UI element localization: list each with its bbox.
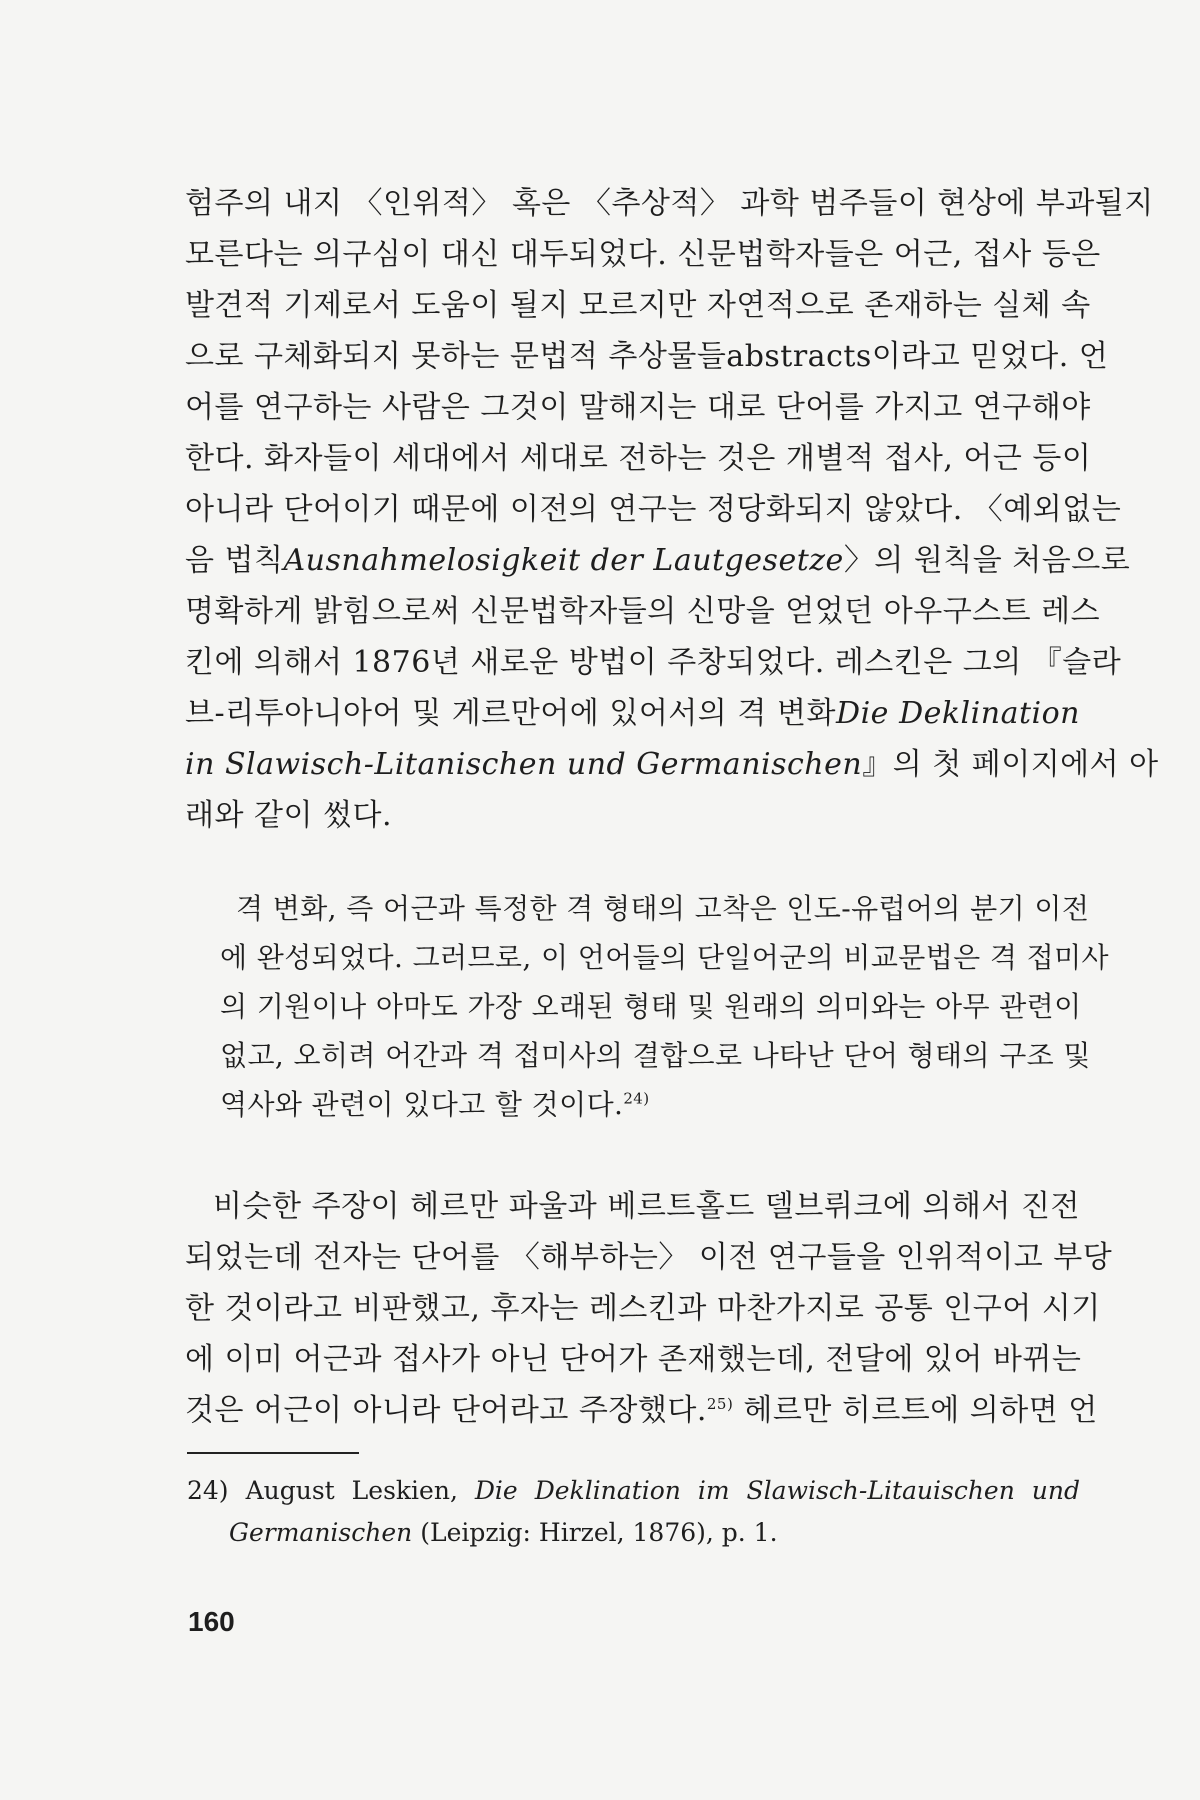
- text-line: 모른다는 의구심이 대신 대두되었다. 신문법학자들은 어근, 접사 등은: [185, 237, 1101, 272]
- block-quote: [220, 884, 1109, 1129]
- footnote: [187, 1470, 1080, 1554]
- text-line: 어를 연구하는 사람은 그것이 말해지는 대로 단어를 가지고 연구해야: [185, 390, 1091, 425]
- text-line: 킨에 의해서 1876년 새로운 방법이 주창되었다. 레스킨은 그의 『슬라: [185, 645, 1122, 680]
- italic-term: Ausnahmelosigkeit der Lautgesetze: [283, 543, 844, 578]
- text-line: 으로 구체화되지 못하는 문법적 추상물들abstracts이라고 믿었다. 언: [185, 339, 1109, 374]
- quote-line: 의 기원이나 아마도 가장 오래된 형태 및 원래의 의미와는 아무 관련이: [220, 990, 1082, 1023]
- text-line: 명확하게 밝힘으로써 신문법학자들의 신망을 얻었던 아우구스트 레스: [185, 594, 1101, 629]
- page-number: 160: [188, 1606, 235, 1637]
- text-line: 한 것이라고 비판했고, 후자는 레스킨과 마찬가지로 공통 인구어 시기: [185, 1291, 1101, 1326]
- text-segment: 』의 첫 페이지에서 아: [862, 747, 1159, 782]
- footnote-number: 24): [187, 1476, 229, 1505]
- text-line: [185, 535, 1131, 586]
- text-segment: 〉의 원칙을 처음으로: [843, 543, 1131, 578]
- text-line: 발견적 기제로서 도움이 될지 모르지만 자연적으로 존재하는 실체 속: [185, 288, 1091, 323]
- footnote-title: Die Deklination im Slawisch-Litauischen und: [474, 1476, 1081, 1505]
- text-segment: 것은 어근이 아니라 단어라고 주장했다.: [185, 1393, 707, 1428]
- text-line: 되었는데 전자는 단어를 〈해부하는〉 이전 연구들을 인위적이고 부당: [185, 1240, 1113, 1275]
- text-segment: 음 법칙: [185, 543, 284, 578]
- text-line: 한다. 화자들이 세대에서 세대로 전하는 것은 개별적 접사, 어근 등이: [185, 441, 1092, 476]
- footnote-publication: (Leipzig: Hirzel, 1876), p. 1.: [412, 1518, 778, 1547]
- footnote-ref: 25): [706, 1395, 734, 1413]
- text-line: [185, 1385, 1098, 1436]
- quote-line: 없고, 오히려 어간과 격 접미사의 결합으로 나타난 단어 형태의 구조 및: [220, 1039, 1091, 1072]
- text-line: 에 이미 어근과 접사가 아닌 단어가 존재했는데, 전달에 있어 바뀌는: [185, 1342, 1082, 1377]
- footnote-divider: [187, 1452, 359, 1454]
- text-line: [185, 688, 1080, 739]
- text-line: 험주의 내지 〈인위적〉 혹은 〈추상적〉 과학 범주들이 현상에 부과될지: [185, 186, 1154, 221]
- text-line: 비슷한 주장이 헤르만 파울과 베르트홀드 델브뤼크에 의해서 진전: [213, 1189, 1080, 1224]
- footnote-title: Germanischen: [229, 1518, 413, 1547]
- italic-title: in Slawisch-Litanischen und Germanischen: [185, 747, 863, 782]
- paragraph-1: [185, 178, 1159, 841]
- text-segment: 헤르만 히르트에 의하면 언: [733, 1393, 1098, 1428]
- text-line: 아니라 단어이기 때문에 이전의 연구는 정당화되지 않았다. 〈예외없는: [185, 492, 1122, 527]
- text-segment: 역사와 관련이 있다고 할 것이다.: [220, 1088, 624, 1121]
- quote-line: 격 변화, 즉 어근과 특정한 격 형태의 고착은 인도-유럽어의 분기 이전: [236, 892, 1090, 925]
- footnote-ref: 24): [623, 1089, 650, 1108]
- italic-title: Die Deklination: [836, 696, 1080, 731]
- paragraph-2: [185, 1181, 1113, 1436]
- text-line: [185, 739, 1159, 790]
- footnote-line: [187, 1512, 1080, 1554]
- footnote-line: [187, 1470, 1080, 1512]
- quote-line: [220, 1080, 1080, 1129]
- quote-line: 에 완성되었다. 그러므로, 이 언어들의 단일어군의 비교문법은 격 접미사: [220, 941, 1109, 974]
- text-line: 래와 같이 썼다.: [185, 798, 392, 833]
- text-segment: 브-리투아니아어 및 게르만어에 있어서의 격 변화: [185, 696, 837, 731]
- footnote-author: August Leskien,: [245, 1476, 458, 1505]
